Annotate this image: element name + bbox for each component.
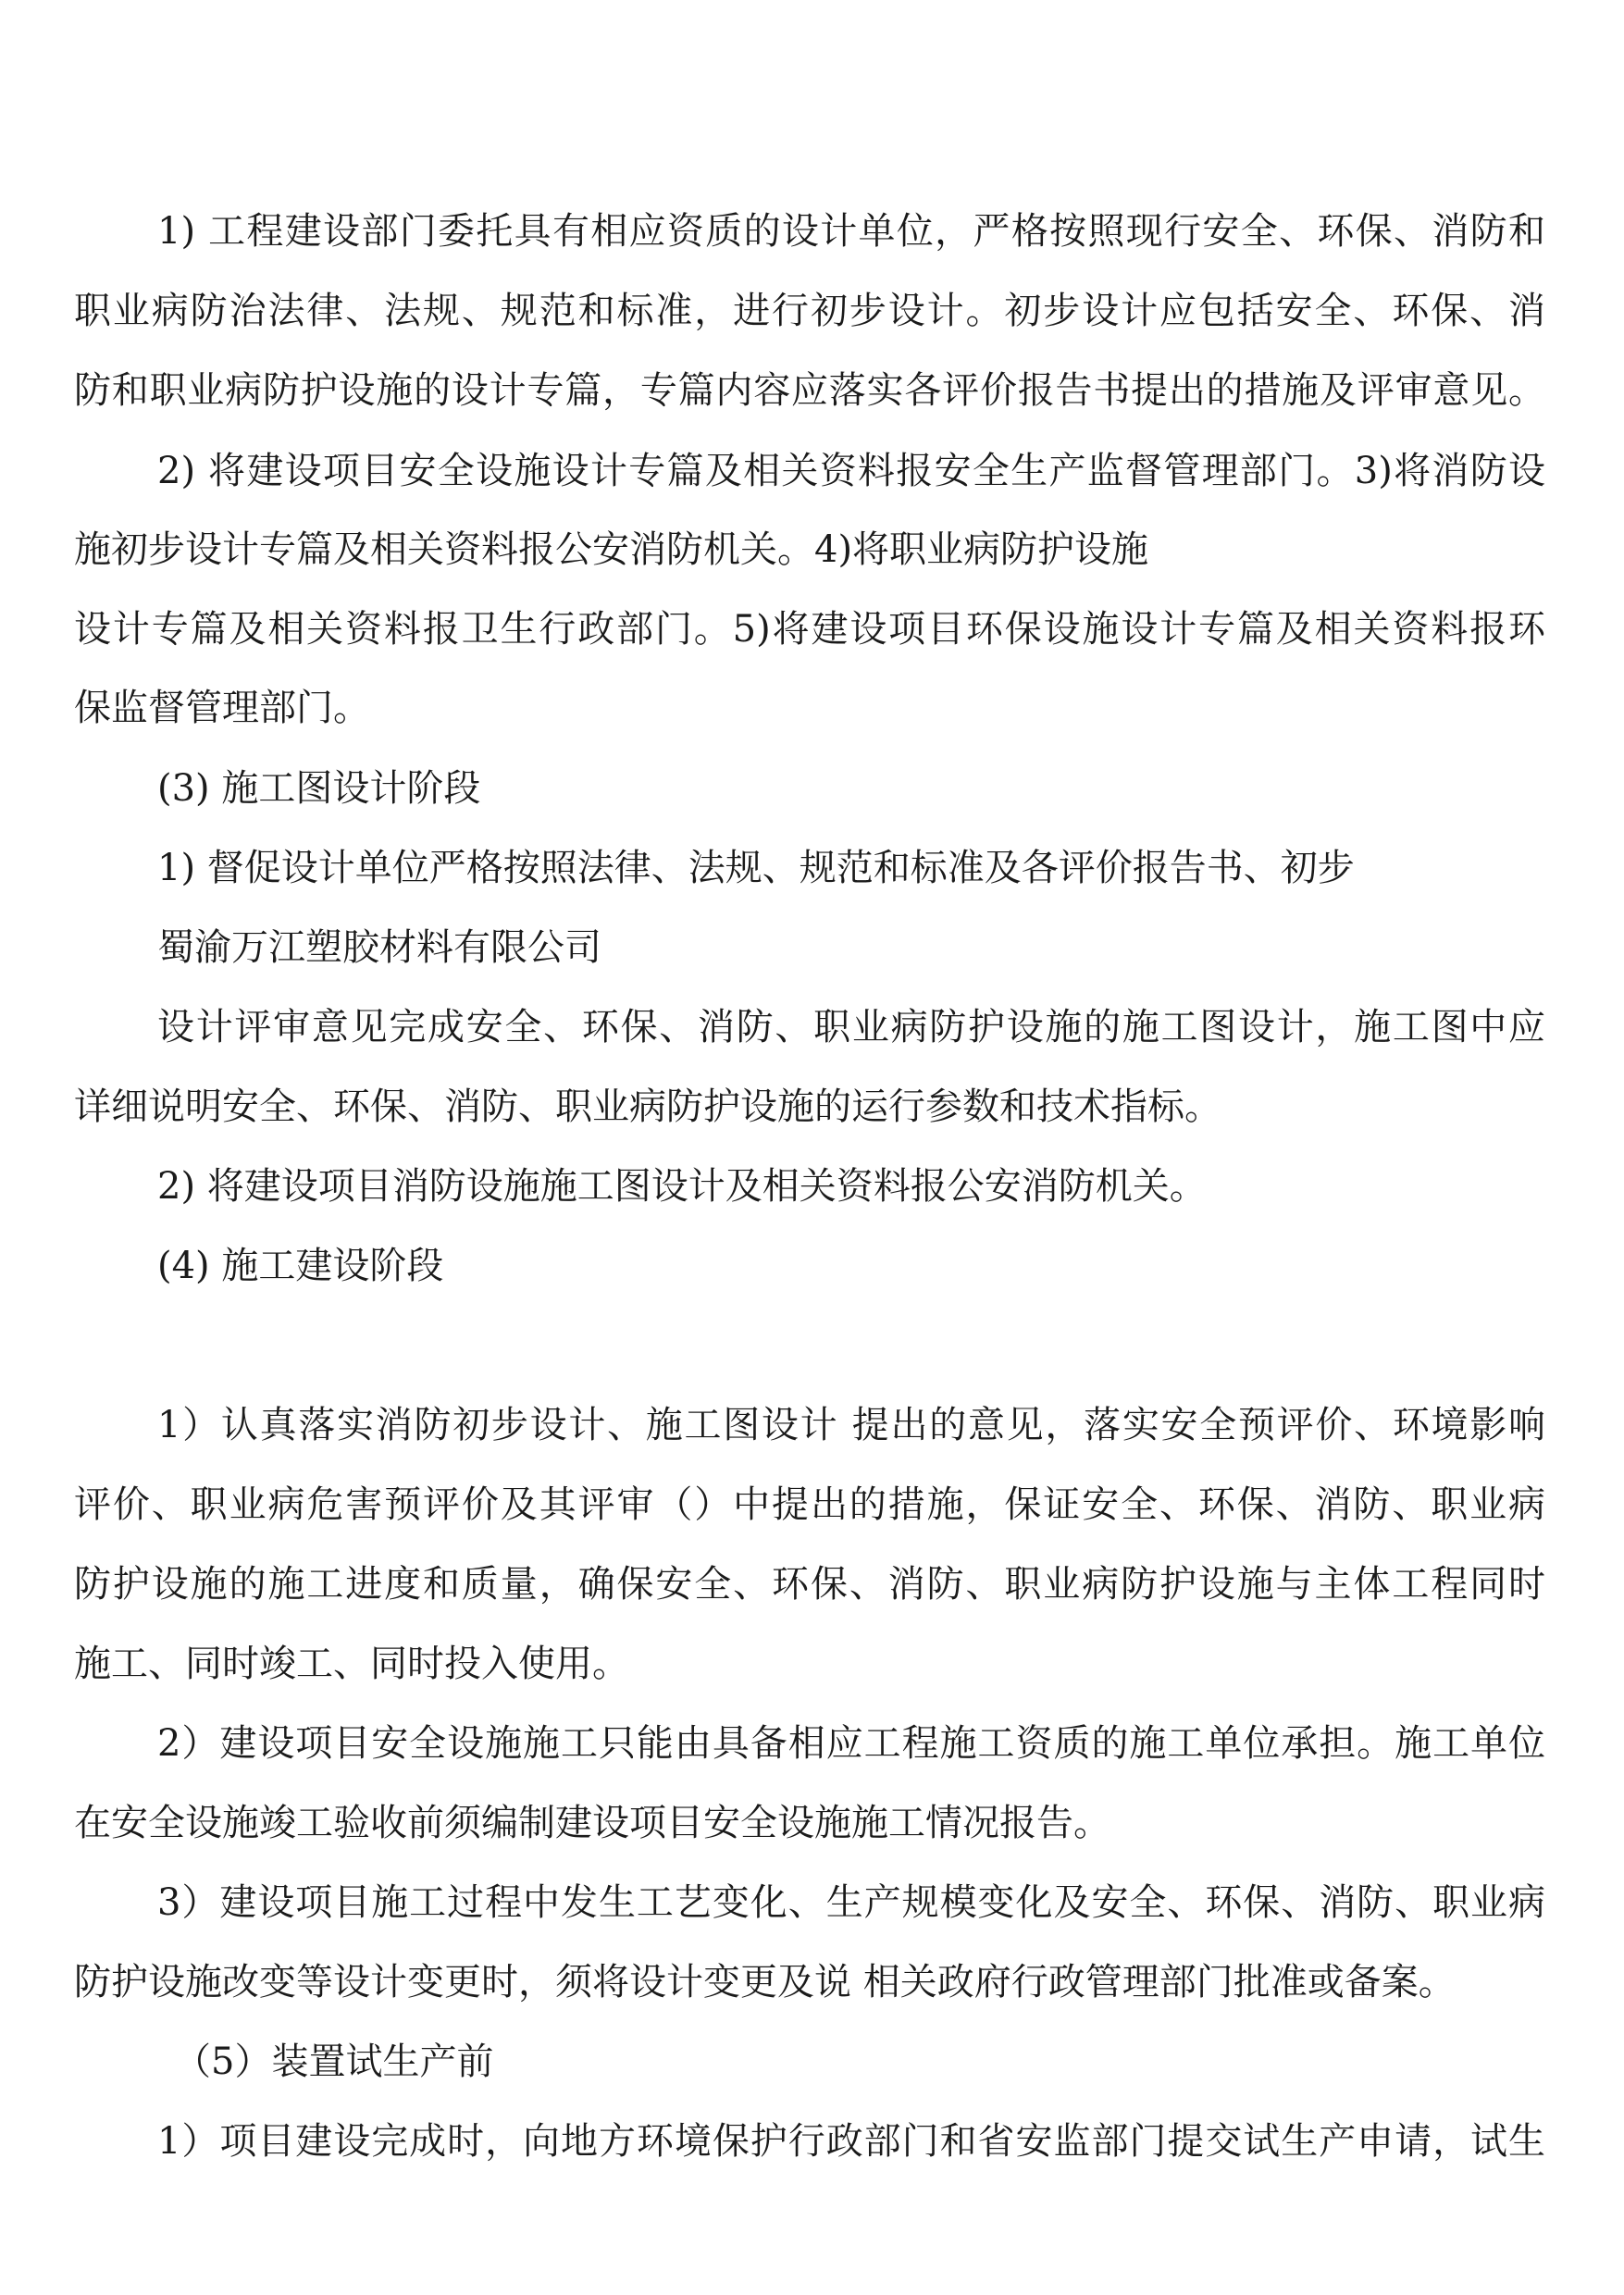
text-line: 职业病防治法律、法规、规范和标准，进行初步设计。初步设计应包括安全、环保、消: [74, 290, 1545, 332]
text-line: 施初步设计专篇及相关资料报公安消防机关。4)将职业病防护设施: [74, 528, 1149, 571]
company-name: 蜀渝万江塑胶材料有限公司: [157, 926, 601, 969]
text-line: 设计专篇及相关资料报卫生行政部门。5)将建设项目环保设施设计专篇及相关资料报环: [74, 608, 1545, 651]
text-line: 3）建设项目施工过程中发生工艺变化、生产规模变化及安全、环保、消防、职业病: [157, 1881, 1545, 1924]
text-line: 施工、同时竣工、同时投入使用。: [74, 1643, 629, 1685]
text-line: 评价、职业病危害预评价及其评审（）中提出的措施，保证安全、环保、消防、职业病: [74, 1483, 1545, 1526]
text-line: 1) 督促设计单位严格按照法律、法规、规范和标准及各评价报告书、初步: [157, 847, 1355, 889]
text-line: 防护设施的施工进度和质量，确保安全、环保、消防、职业病防护设施与主体工程同时: [74, 1563, 1545, 1606]
text-line: 2) 将建设项目安全设施设计专篇及相关资料报安全生产监督管理部门。3)将消防设: [157, 450, 1545, 492]
section-heading: （5）装置试生产前: [174, 2041, 494, 2083]
section-heading: (4) 施工建设阶段: [157, 1245, 444, 1287]
text-line: 防护设施改变等设计变更时，须将设计变更及说 相关政府行政管理部门批准或备案。: [74, 1961, 1456, 2003]
text-line: 1）项目建设完成时，向地方环境保护行政部门和省安监部门提交试生产申请，试生: [157, 2120, 1545, 2163]
text-line: 详细说明安全、环保、消防、职业病防护设施的运行参数和技术指标。: [74, 1085, 1221, 1128]
text-line: 在安全设施竣工验收前须编制建设项目安全设施施工情况报告。: [74, 1802, 1110, 1844]
text-line: 1）认真落实消防初步设计、施工图设计 提出的意见，落实安全预评价、环境影响: [157, 1404, 1545, 1446]
text-line: 保监督管理部门。: [74, 687, 370, 729]
text-line: 2）建设项目安全设施施工只能由具备相应工程施工资质的施工单位承担。施工单位: [157, 1722, 1545, 1765]
text-line: 2) 将建设项目消防设施施工图设计及相关资料报公安消防机关。: [157, 1165, 1207, 1208]
text-line: 设计评审意见完成安全、环保、消防、职业病防护设施的施工图设计，施工图中应: [157, 1006, 1545, 1048]
text-line: 防和职业病防护设施的设计专篇，专篇内容应落实各评价报告书提出的措施及评审意见。: [74, 369, 1545, 412]
text-line: 1) 工程建设部门委托具有相应资质的设计单位，严格按照现行安全、环保、消防和: [157, 210, 1545, 253]
section-heading: (3) 施工图设计阶段: [157, 767, 481, 810]
